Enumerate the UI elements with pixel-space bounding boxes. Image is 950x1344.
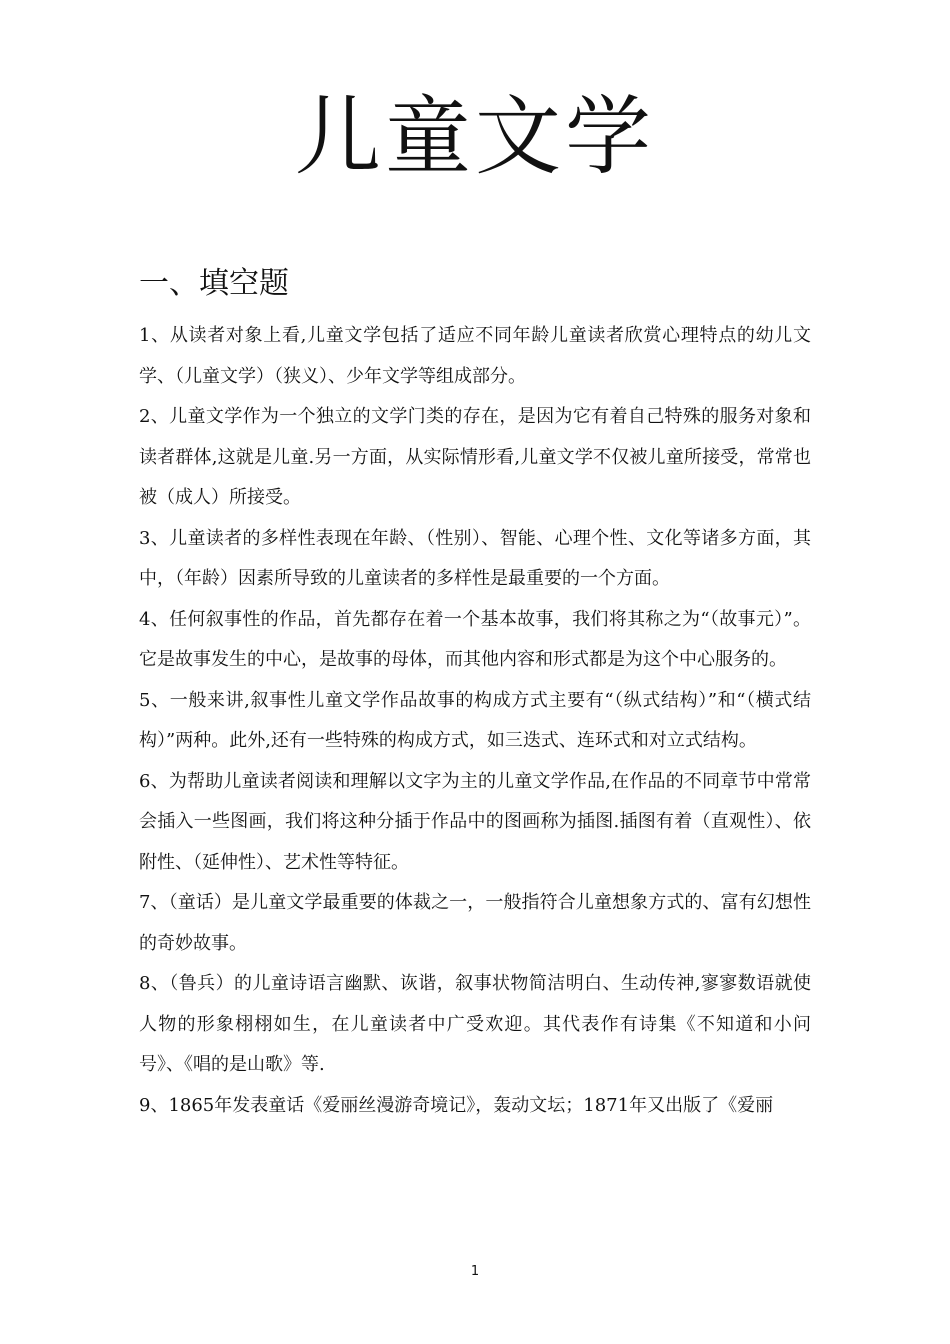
- question-item: 6、为帮助儿童读者阅读和理解以文字为主的儿童文学作品,在作品的不同章节中常常会插入一些图画，我们将这种分插于作品中的图画称为插图.插图有着（直观性）、依附性、（延伸性）、艺术性等特征。: [139, 770, 811, 873]
- question-item: 3、儿童读者的多样性表现在年龄、（性别）、智能、心理个性、文化等诸多方面，其中，（年龄）因素所导致的儿童读者的多样性是最重要的一个方面。: [139, 527, 811, 589]
- question-item: 5、一般来讲,叙事性儿童文学作品故事的构成方式主要有“（纵式结构）”和“（横式结构）”两种。此外,还有一些特殊的构成方式，如三迭式、连环式和对立式结构。: [139, 689, 811, 751]
- document-title: 儿童文学: [295, 87, 655, 187]
- page-number: 1: [470, 1264, 480, 1279]
- question-list: [139, 316, 811, 1126]
- question-item: 4、任何叙事性的作品，首先都存在着一个基本故事，我们将其称之为“（故事元）”。它是故事发生的中心，是故事的母体，而其他内容和形式都是为这个中心服务的。: [139, 608, 811, 670]
- question-item: 8、（鲁兵）的儿童诗语言幽默、诙谐，叙事状物简洁明白、生动传神,寥寥数语就使人物的形象栩栩如生，在儿童读者中广受欢迎。其代表作有诗集《不知道和小问号》、《唱的是山歌》等.: [139, 973, 811, 1075]
- section-heading: 一、填空题: [139, 266, 289, 301]
- question-item: 9、1865年发表童话《爱丽丝漫游奇境记》，轰动文坛；1871年又出版了《爱丽: [139, 1094, 774, 1116]
- question-item: 2、儿童文学作为一个独立的文学门类的存在，是因为它有着自己特殊的服务对象和读者群体,这就是儿童.另一方面，从实际情形看,儿童文学不仅被儿童所接受，常常也被（成人）所接受。: [139, 406, 811, 508]
- question-item: 1、从读者对象上看,儿童文学包括了适应不同年龄儿童读者欣赏心理特点的幼儿文学、（儿童文学）（狭义）、少年文学等组成部分。: [139, 325, 811, 387]
- question-item: 7、（童话）是儿童文学最重要的体裁之一，一般指符合儿童想象方式的、富有幻想性的奇妙故事。: [139, 892, 811, 954]
